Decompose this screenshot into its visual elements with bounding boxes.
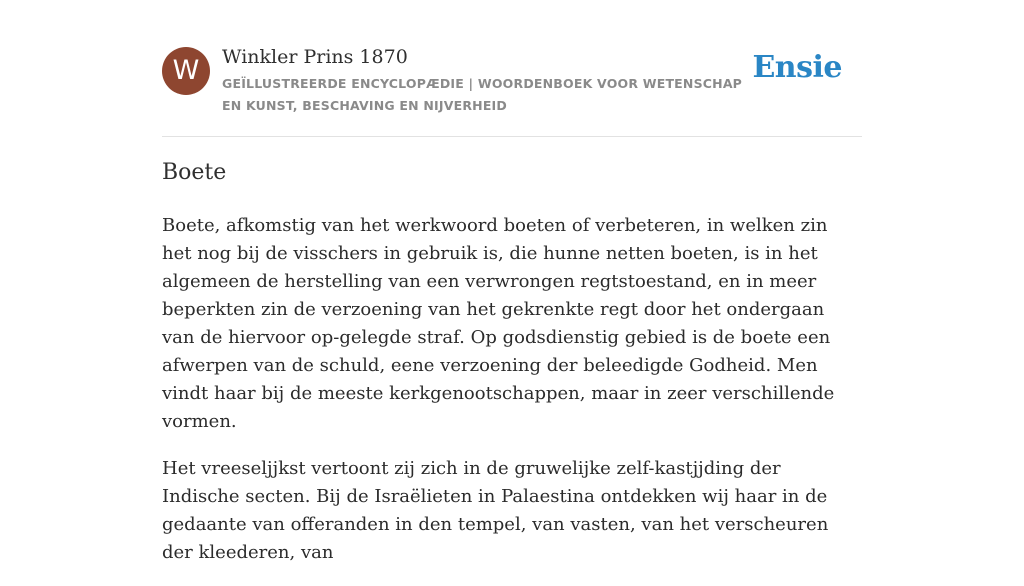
article-paragraph: Het vreeseljjkst vertoont zij zich in de gruwelijke zelf-kastjjding der Indische secten. Bij de Israëlieten in Palaestina ontdekken wij haar in de gedaante van offeranden in den tempel, van vasten, van het verscheuren der kleederen, van: [162, 458, 829, 563]
source-subtitle: GEÏLLUSTREERDE ENCYCLOPÆDIE | WOORDENBOEK VOOR WETENSCHAP EN KUNST, BESCHAVING EN NIJVERHEID: [222, 76, 743, 113]
source-header: [162, 44, 862, 137]
article-body: [162, 212, 862, 586]
article-paragraph: Boete, afkomstig van het werkwoord boeten of verbeteren, in welken zin het nog bij de visschers in gebruik is, die hunne netten boeten, is in het algemeen de herstelling van een verwrongen regtstoestand, en in meer beperkten zin de verzoening van het gekrenkte regt door het ondergaan van de hiervoor op-gelegde straf. Op godsdienstig gebied is de boete een afwerpen van de schuld, eene verzoening der beleedigde Godheid. Men vindt haar bij de meeste kerkgenootschappen, maar in zeer verschillende vormen.: [162, 215, 835, 432]
avatar[interactable]: W: [162, 47, 210, 95]
entry-title: Boete: [162, 160, 227, 185]
source-title[interactable]: Winkler Prins 1870: [222, 46, 408, 68]
brand-logo-link[interactable]: Ensie: [752, 50, 842, 85]
